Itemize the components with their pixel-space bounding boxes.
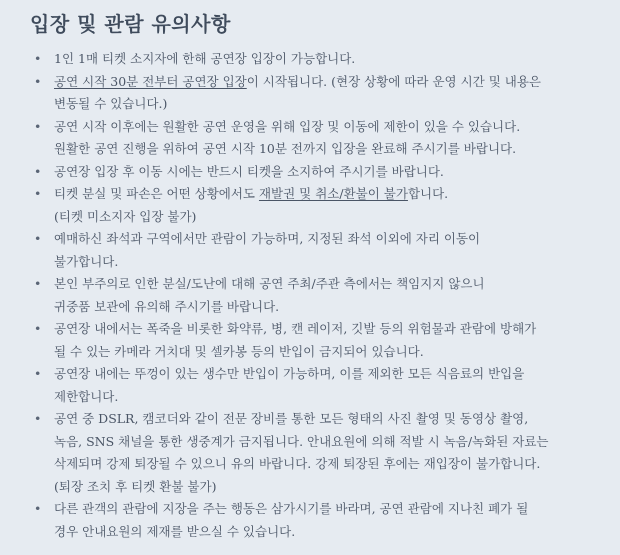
underlined-text: 재발권 및 취소/환불이 불가 xyxy=(258,186,408,201)
line xyxy=(54,138,606,161)
line xyxy=(54,476,606,499)
line xyxy=(54,431,606,454)
line xyxy=(54,453,606,476)
list-item xyxy=(30,116,606,161)
text-run: 다른 관객의 관람에 지장을 주는 행동은 삼가시기를 바라며, 공연 관람에 지나친 폐가 될 xyxy=(54,501,529,516)
line xyxy=(54,363,606,386)
list-item xyxy=(30,318,606,363)
list-item xyxy=(30,408,606,498)
text-run: 공연장 입장 후 이동 시에는 반드시 티켓을 소지하여 주시기를 바랍니다. xyxy=(54,163,444,179)
text-run: 합니다. xyxy=(407,186,449,201)
line xyxy=(54,161,606,184)
list-item xyxy=(30,228,606,273)
line xyxy=(54,48,606,71)
line xyxy=(54,386,606,409)
notice-list xyxy=(30,48,606,543)
line xyxy=(54,318,606,341)
line xyxy=(54,251,606,274)
line xyxy=(54,183,606,206)
line xyxy=(54,116,606,139)
list-item xyxy=(30,183,606,228)
text-run: 공연장 내에는 뚜껑이 있는 생수만 반입이 가능하며, 이를 제외한 모든 식음료의 반입을 xyxy=(54,366,525,381)
text-run: 경우 안내요원의 제재를 받으실 수 있습니다. xyxy=(54,523,296,539)
text-run: 공연 시작 이후에는 원활한 공연 운영을 위해 입장 및 이동에 제한이 있을 수 있습니다. xyxy=(54,118,521,134)
text-run: 삭제되며 강제 퇴장될 수 있으니 유의 바랍니다. 강제 퇴장된 후에는 재입장이 불가합니다. xyxy=(54,456,541,471)
text-run: 공연장 내에서는 폭죽을 비롯한 화약류, 병, 캔 레이저, 깃발 등의 위험물과 관람에 방해가 xyxy=(54,321,537,336)
list-item xyxy=(30,48,606,71)
text-run: 예매하신 좌석과 구역에서만 관람이 가능하며, 지정된 좌석 이외에 자리 이동이 xyxy=(54,231,481,246)
text-run: 제한합니다. xyxy=(54,388,119,404)
line xyxy=(54,228,606,251)
text-run: (퇴장 조치 후 티켓 환불 불가) xyxy=(54,478,217,494)
line xyxy=(54,206,606,229)
text-run: 티켓 분실 및 파손은 어떤 상황에서도 xyxy=(54,186,259,201)
text-run: 원활한 공연 진행을 위하여 공연 시작 10분 전까지 입장을 완료해 주시기를 바랍니다. xyxy=(54,141,517,156)
line xyxy=(54,273,606,296)
line xyxy=(54,71,606,94)
text-run: 1인 1매 티켓 소지자에 한해 공연장 입장이 가능합니다. xyxy=(54,51,356,66)
text-run: 본인 부주의로 인한 분실/도난에 대해 공연 주최/주관 측에서는 책임지지 않으니 xyxy=(54,276,485,291)
text-run: 공연 중 DSLR, 캠코더와 같이 전문 장비를 통한 모든 형태의 사진 촬영 및 동영상 촬영, xyxy=(54,411,529,426)
text-run: 될 수 있는 카메라 거치대 및 셀카봉 등의 반입이 금지되어 있습니다. xyxy=(54,343,424,359)
line xyxy=(54,498,606,521)
line xyxy=(54,341,606,364)
list-item xyxy=(30,161,606,184)
list-item xyxy=(30,363,606,408)
line xyxy=(54,93,606,116)
line xyxy=(54,296,606,319)
text-run: (티켓 미소지자 입장 불가) xyxy=(54,208,197,224)
text-run: 변동될 수 있습니다.) xyxy=(54,96,168,111)
line xyxy=(54,408,606,431)
page-title: 입장 및 관람 유의사항 xyxy=(30,12,231,36)
text-run: 이 시작됩니다. (현장 상황에 따라 운영 시간 및 내용은 xyxy=(246,73,541,89)
line xyxy=(54,521,606,544)
list-item xyxy=(30,71,606,116)
text-run: 녹음, SNS 채널을 통한 생중계가 금지됩니다. 안내요원에 의해 적발 시 녹음/녹화된 자료는 xyxy=(54,433,549,449)
list-item xyxy=(30,498,606,543)
list-item xyxy=(30,273,606,318)
text-run: 귀중품 보관에 유의해 주시기를 바랍니다. xyxy=(54,298,280,314)
underlined-text: 공연 시작 30분 전부터 공연장 입장 xyxy=(54,73,247,89)
text-run: 불가합니다. xyxy=(54,253,119,269)
